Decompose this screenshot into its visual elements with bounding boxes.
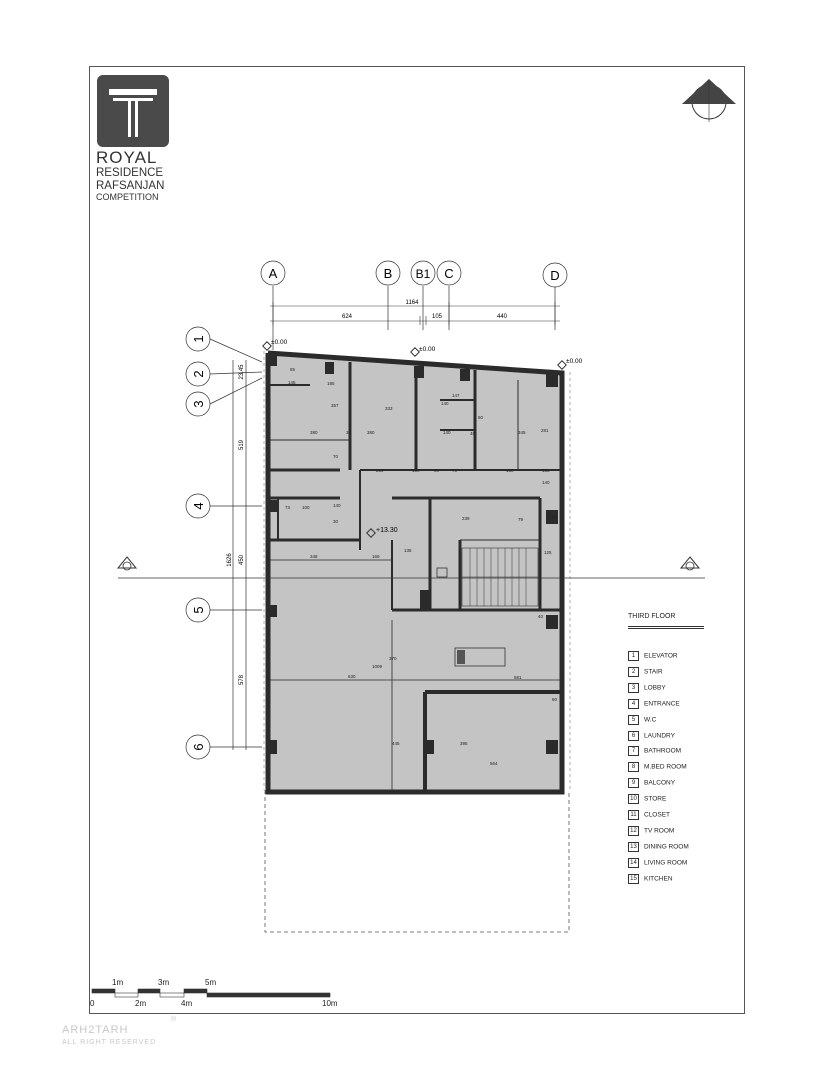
room-dimension: 333 (385, 406, 393, 411)
grid-col-label: B1 (415, 267, 431, 281)
legend-item-label: LOBBY (644, 684, 666, 692)
scale-bar-segment (207, 993, 330, 997)
watermark-brand: ARH2TARH (62, 1024, 129, 1036)
left-dimension-labels (227, 364, 245, 685)
room-dimension: 357 (331, 403, 339, 408)
room-dimension: 239 (462, 516, 470, 521)
logo-subtitle-city: RAFSANJAN (96, 180, 165, 192)
svg-text:5: 5 (191, 606, 206, 614)
legend-item (628, 810, 670, 820)
dim-top-b1c: 105 (431, 314, 443, 320)
room-dimension: 345 (518, 430, 526, 435)
svg-text:3: 3 (191, 400, 206, 408)
legend-item-number: 15 (628, 874, 639, 884)
room-dimension: 135 (404, 548, 412, 553)
svg-text:2: 2 (191, 370, 206, 378)
room-dimension: 73 (285, 505, 291, 510)
legend-item-label: ELEVATOR (644, 652, 678, 660)
legend-item-number: 12 (628, 826, 639, 836)
room-dimension: 395 (460, 741, 468, 746)
scale-label: 5m (205, 978, 217, 987)
svg-text:519: 519 (239, 439, 245, 451)
legend-title: THIRD FLOOR (628, 613, 676, 620)
registered-mark: ® (171, 1016, 177, 1023)
room-dimension: 185 (327, 381, 335, 386)
scale-bar-segment (92, 989, 115, 993)
dim-top-cd: 440 (496, 314, 508, 320)
legend-item-label: M.BED ROOM (644, 763, 687, 771)
legend-item (628, 715, 656, 725)
svg-text:1626: 1626 (227, 553, 233, 567)
scale-label: 4m (181, 999, 193, 1008)
room-dimension: 60 (552, 697, 558, 702)
dim-top-total: 1164 (405, 300, 419, 306)
legend-item (628, 794, 666, 804)
room-dimension: 100 (302, 505, 310, 510)
room-dimension: 370 (389, 656, 397, 661)
logo-subtitle-competition: COMPETITION (96, 192, 159, 202)
scale-label: 1m (112, 978, 124, 987)
legend-item-number: 2 (628, 667, 639, 677)
scale-bar-segment (160, 993, 184, 997)
room-dimension: 60 (478, 415, 484, 420)
legend-item-label: BALCONY (644, 779, 676, 787)
legend-item-number: 4 (628, 699, 639, 709)
svg-text:±0.00: ±0.00 (419, 346, 436, 353)
svg-text:23.45: 23.45 (239, 364, 245, 380)
room-dimension: 281 (541, 428, 549, 433)
legend-item-number: 9 (628, 778, 639, 788)
legend-item-number: 11 (628, 810, 639, 820)
room-dimension: 630 (348, 674, 356, 679)
svg-text:1: 1 (191, 335, 206, 343)
legend-item-label: LAUNDRY (644, 732, 675, 739)
watermark-rights: ALL RIGHT RESERVED (62, 1039, 157, 1046)
legend-item-number: 6 (628, 731, 639, 741)
legend-item-label: LIVING ROOM (644, 859, 688, 867)
svg-text:+13.30: +13.30 (376, 527, 398, 534)
logo-title: ROYAL (96, 148, 158, 167)
room-dimension: 30 (346, 430, 352, 435)
legend-item-label: DINING ROOM (644, 843, 689, 851)
room-dimension: 30 (333, 519, 339, 524)
legend-item (628, 699, 680, 709)
legend-item-label: TV ROOM (644, 827, 675, 835)
room-dimension: 147 (452, 393, 460, 398)
legend-item-number: 7 (628, 746, 639, 756)
legend-item-number: 10 (628, 794, 639, 804)
scale-label: 0 (90, 999, 95, 1008)
svg-text:6: 6 (191, 743, 206, 751)
room-dimension: 50 (552, 515, 558, 520)
legend-item-number: 14 (628, 858, 639, 868)
logo-subtitle-residence: RESIDENCE (96, 167, 164, 179)
legend-item-label: CLOSET (644, 811, 671, 819)
room-dimension: 79 (518, 517, 524, 522)
room-dimension: 125 (544, 550, 552, 555)
scale-label: 2m (135, 999, 147, 1008)
legend-item-number: 5 (628, 715, 639, 725)
room-dimension: 140 (333, 503, 341, 508)
legend-item-number: 8 (628, 762, 639, 772)
room-dimension: 140 (542, 480, 550, 485)
room-dimension: 145 (288, 380, 296, 385)
legend-item (628, 858, 687, 868)
legend-item (628, 842, 689, 852)
legend-item-label: BATHROOM (644, 747, 682, 755)
room-dimension: 85 (290, 367, 296, 372)
legend-rule (628, 626, 704, 629)
legend-item-label: STAIR (644, 668, 663, 676)
legend-item (628, 731, 675, 741)
legend-item-label: ENTRANCE (644, 700, 680, 708)
dim-top-ab: 624 (341, 314, 353, 320)
room-dimension: 169 (372, 554, 380, 559)
room-dimension: 1009 (372, 664, 383, 669)
legend-item-number: 1 (628, 651, 639, 661)
room-dimension: 40 (538, 614, 544, 619)
svg-text:±0.00: ±0.00 (566, 358, 583, 365)
legend-item-number: 3 (628, 683, 639, 693)
svg-text:450: 450 (239, 554, 245, 566)
legend-item (628, 778, 675, 788)
legend-item (628, 874, 673, 884)
north-arrow-icon (682, 79, 736, 122)
scale-bar-segment (184, 989, 207, 993)
scale-bar-segment (115, 993, 138, 997)
room-dimension: 380 (310, 430, 318, 435)
scale-bar-segment (138, 989, 160, 993)
legend-item (628, 667, 663, 677)
room-dimension: 40 (470, 431, 476, 436)
svg-text:±0.00: ±0.00 (271, 339, 288, 346)
legend-item-label: STORE (644, 795, 667, 803)
grid-col-label: A (268, 266, 278, 281)
svg-text:578: 578 (239, 674, 245, 686)
grid-col-label: B (383, 266, 393, 281)
grid-rows (186, 327, 262, 759)
scale-label: 10m (322, 999, 338, 1008)
room-dimension: 70 (452, 468, 458, 473)
grid-col-label: C (444, 266, 454, 281)
legend-item (628, 683, 666, 693)
room-dimension: 380 (367, 430, 375, 435)
scale-bar (92, 989, 330, 997)
room-dimension: 581 (514, 675, 522, 680)
legend-item (628, 651, 678, 661)
stair (462, 548, 538, 606)
legend-item (628, 826, 674, 836)
room-dimension: 100 (412, 468, 420, 473)
room-dimension: 348 (310, 554, 318, 559)
room-dimension: 140 (441, 401, 449, 406)
scale-label: 3m (158, 978, 170, 987)
room-dimension: 80 (434, 468, 440, 473)
room-dimension: 250 (376, 468, 384, 473)
legend-item (628, 762, 687, 772)
kitchen-cooktop (457, 650, 465, 664)
svg-text:4: 4 (191, 502, 206, 510)
room-dimension: 564 (490, 761, 498, 766)
room-dimension: 445 (392, 741, 400, 746)
legend-item-number: 13 (628, 842, 639, 852)
room-dimension: 140 (443, 430, 451, 435)
grid-col-label: D (550, 268, 560, 283)
legend-item-label: W.C (644, 716, 657, 724)
grid-row-labels (191, 335, 206, 750)
legend-item-label: KITCHEN (644, 875, 673, 883)
room-dimension: 150 (506, 468, 514, 473)
room-dimension: 70 (333, 454, 339, 459)
room-dimension: 135 (542, 468, 550, 473)
legend-item (628, 746, 681, 756)
